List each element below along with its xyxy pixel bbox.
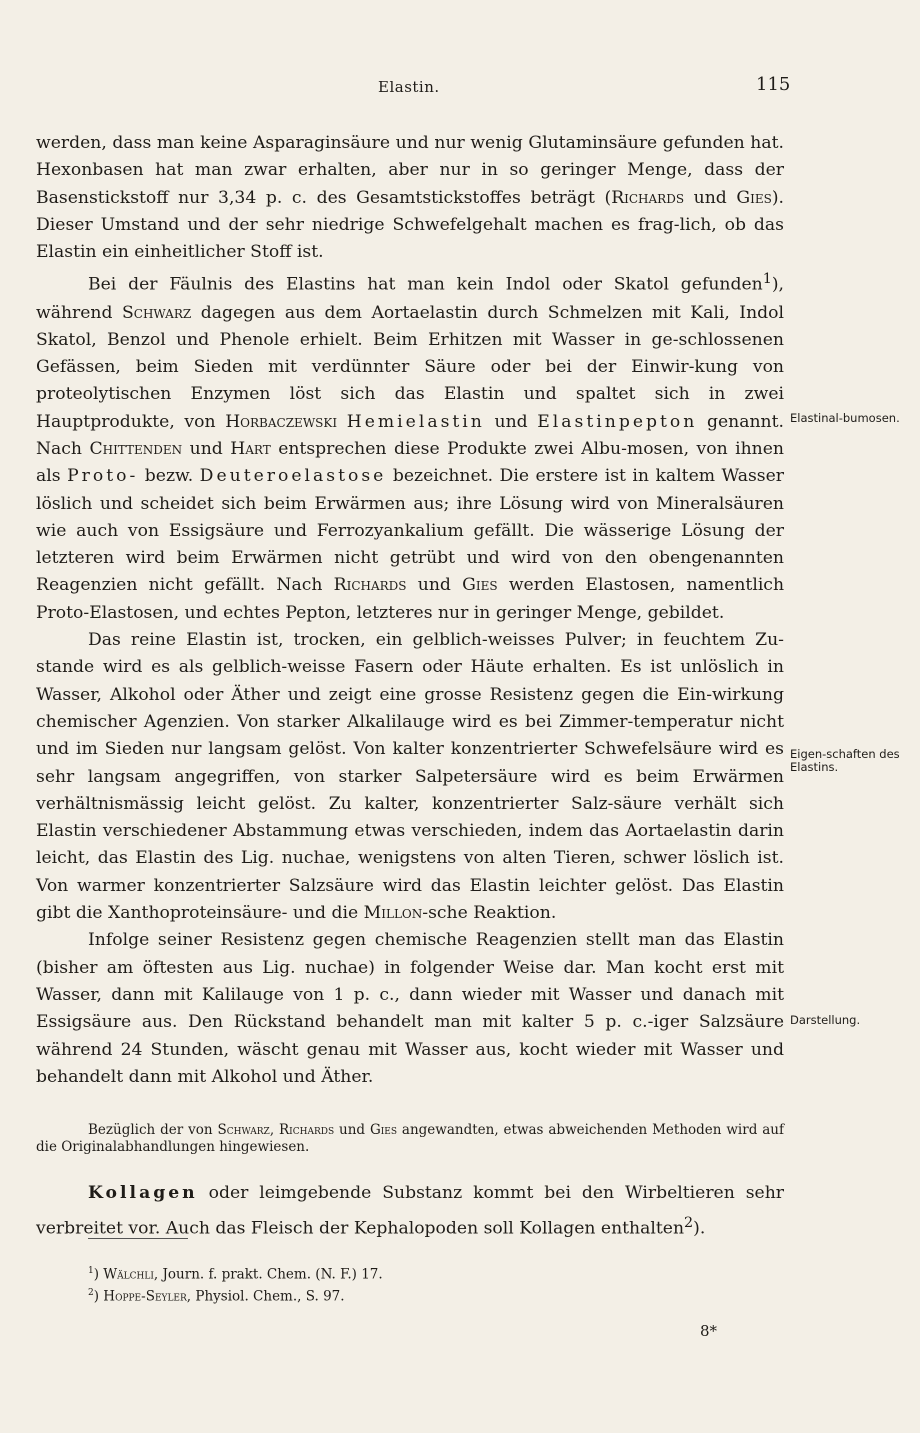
margin-note-eigenschaften: Eigen-schaften des Elastins. — [790, 747, 900, 774]
paragraph-4: Infolge seiner Resistenz gegen chemische Reagenzien stellt man das Elastin (bisher am öftesten aus Lig. nuchae) in folgender Weise dar. Man kocht erst mit Wasser, dann mit Kalilauge von 1 p. c., dann wieder mit Wasser und danach mit Essigsäure aus. Den Rückstand behandelt man mit kalter 5 p. c.-iger Salzsäure während 24 Stunden, wäscht genau mit Wasser aus, kocht wieder mit Wasser und behandelt dann mit Alkohol und Äther. — [36, 930, 784, 1087]
paragraph-2: Bei der Fäulnis des Elastins hat man kein Indol oder Skatol gefunden$^1$), während Schwarz dagegen aus dem Aortaelastin durch Schmelzen mit Kali, Indol Skatol, Benzol und Phenole erhielt. Beim Erhitzen mit Wasser in ge-schlossenen Gefässen, beim Sieden mit verdünnter Säure oder bei der Einwir-kung von proteolytischen Enzymen löst sich das Elastin und spaltet sich in zwei Hauptprodukte, von Horbaczewski Hemielastin und Elastinpepton genannt. Nach Chittenden und Hart entsprechen diese Produkte zwei Albu-mosen, von ihnen als Proto- bezw. Deuteroelastose bezeichnet. Die erstere ist in kaltem Wasser löslich und scheidet sich beim Erwärmen aus; ihre Lösung wird von Mineralsäuren wie auch von Essigsäure und Ferrozyankalium gefällt. Die wässerige Lösung der letzteren wird beim Erwärmen nicht getrübt und wird von den obengenannten Reagenzien nicht gefällt. Nach Richards und Gies werden Elastosen, namentlich Proto-Elastosen, und echtes Pepton, letzteres nur in geringer Menge, gebildet. — [36, 271, 785, 623]
author-name: Hart — [230, 439, 271, 459]
paragraph-1: werden, dass man keine Asparaginsäure und nur wenig Glutaminsäure gefunden hat. Hexonbasen hat man zwar erhalten, aber nur in so geringer Menge, dass der Basenstickstoff nur 3,34 p. c. des Gesamtstickstoffes beträgt (Richards und Gies). Dieser Umstand und der sehr niedrige Schwefelgehalt machen es frag-lich, ob das Elastin ein einheitlicher Stoff ist. — [36, 133, 784, 263]
term-spaced: Elastinpepton — [537, 411, 698, 432]
author-name: Schwarz — [122, 302, 192, 323]
running-head: Elastin. — [378, 78, 440, 96]
signature-mark: 8* — [700, 1322, 718, 1340]
author-name: Richards — [333, 575, 407, 596]
term-spaced: Proto- — [67, 466, 139, 487]
author-name: Schwarz — [217, 1122, 270, 1138]
author-name: Richards — [611, 187, 685, 208]
footnote-1: $^1$) Wälchli, Journ. f. prakt. Chem. (N. F.) 17. — [88, 1266, 383, 1283]
footnote-2: $^2$) Hoppe-Seyler, Physiol. Chem., S. 97. — [88, 1287, 345, 1304]
author-name: Chittenden — [89, 439, 183, 459]
margin-note-darstellung: Darstellung. — [790, 1013, 861, 1027]
page-number: 115 — [756, 74, 791, 95]
term-spaced: Deuteroelastose — [199, 466, 387, 487]
term-spaced: Hemielastin — [346, 411, 485, 432]
paragraph-5: Kollagen oder leimgebende Substanz kommt bei den Wirbeltieren sehr verbreitet vor. Auch das Fleisch der Kephalopoden soll Kollagen enthalten$^2$). — [36, 1183, 784, 1239]
author-name: Horbaczewski — [225, 411, 338, 432]
paragraph-3: Das reine Elastin ist, trocken, ein gelblich-weisses Pulver; in feuchtem Zu-stande wird es als gelblich-weisse Fasern oder Häute erhalten. Es ist unlöslich in Wasser, Alkohol oder Äther und zeigt eine grosse Resistenz gegen die Ein-wirkung chemischer Agenzien. Von starker Alkalilauge wird es bei Zimmer-temperatur nicht und im Sieden nur langsam gelöst. Von kalter konzentrierter Schwefelsäure wird es sehr langsam angegriffen, von starker Salpetersäure wird es beim Erwärmen verhältnismässig leicht gelöst. Zu kalter, konzentrierter Salz-säure verhält sich Elastin verschiedener Abstammung etwas verschieden, indem das Aortaelastin darin leicht, das Elastin des Lig. nuchae, wenigstens von alten Tieren, schwer löslich ist. Von warmer konzentrierter Salzsäure wird das Elastin leichter gelöst. Das Elastin gibt die Xanthoproteinsäure- und die Millon-sche Reaktion. — [36, 630, 784, 924]
term-kollagen: Kollagen — [88, 1183, 198, 1203]
main-text — [36, 130, 784, 1091]
small-print-note: Bezüglich der von Schwarz, Richards und Gies angewandten, etwas abweichenden Methoden wird auf die Originalabhandlungen hingewiesen. — [36, 1122, 784, 1155]
author-name: Gies — [736, 187, 772, 208]
author-name: Gies — [462, 575, 498, 596]
author-name: Millon — [363, 903, 423, 924]
footnotes — [88, 1262, 383, 1305]
margin-note-elastinalbumosen: Elastinal-bumosen. — [790, 411, 900, 425]
author-name: Richards — [279, 1122, 335, 1138]
footnote-ref: 1 — [762, 271, 772, 288]
author-name: Gies — [369, 1122, 398, 1138]
footnote-ref: 2 — [684, 1215, 694, 1231]
footnote-divider — [88, 1238, 188, 1239]
